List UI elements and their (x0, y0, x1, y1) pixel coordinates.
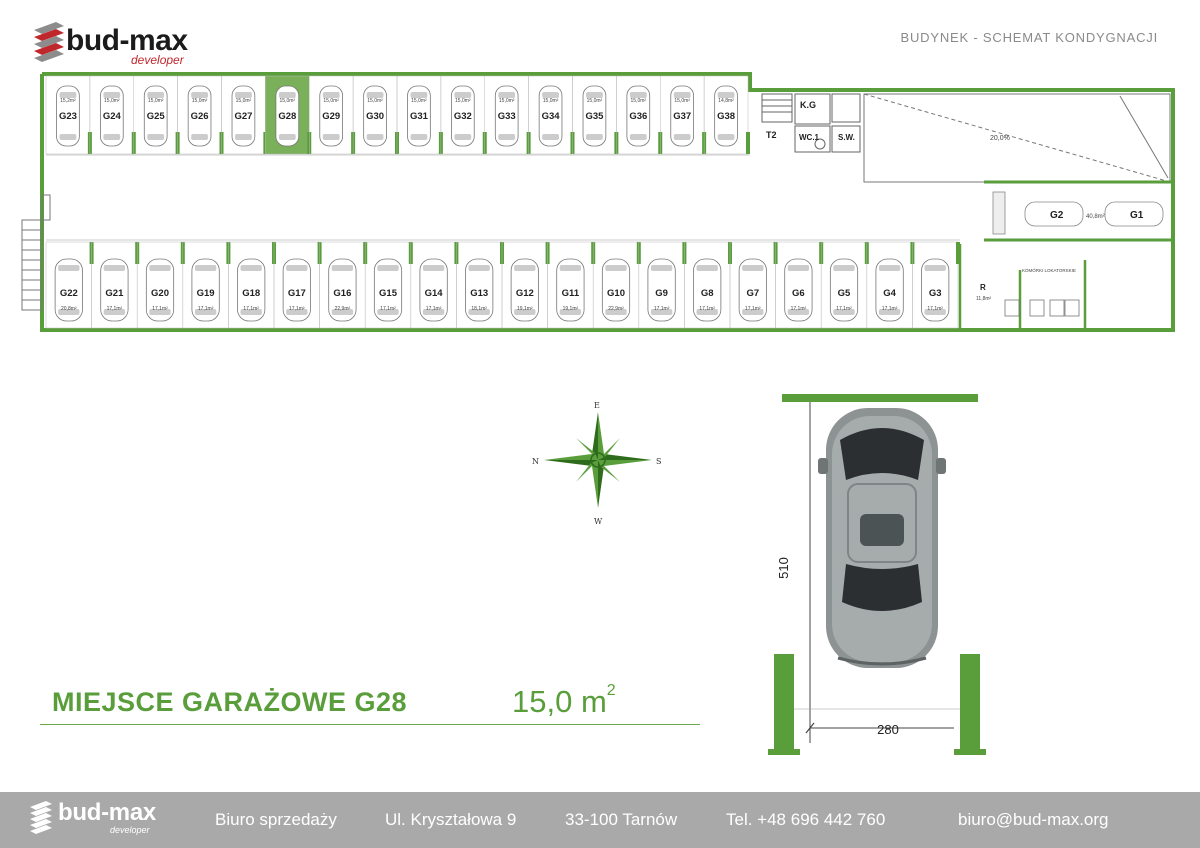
space-id-label: G29 (322, 111, 341, 122)
footer-street: Ul. Kryształowa 9 (385, 810, 517, 829)
brand-subtitle: developer (131, 53, 184, 67)
space-area-label: 15,0m² (542, 98, 559, 104)
room-t2-label: T2 (766, 130, 777, 140)
space-id-label: G30 (366, 111, 385, 122)
space-id-label: G24 (102, 111, 121, 122)
compass-s: S (656, 457, 662, 466)
space-area-label: 19,1m² (562, 306, 579, 312)
space-id-label: G38 (717, 111, 736, 122)
space-id-label: G12 (515, 288, 534, 299)
space-id-label: G7 (746, 288, 760, 299)
space-id-label: G14 (424, 288, 443, 299)
parking-space-g29 (309, 76, 355, 154)
space-area-label: 17,1m² (699, 306, 715, 312)
space-id-label: G13 (470, 288, 489, 299)
space-area-label: 17,1m² (152, 306, 168, 312)
parking-space-g27 (222, 76, 268, 154)
parking-space-g36 (616, 76, 662, 154)
parking-space-g37 (660, 76, 706, 154)
space-id-label: G18 (242, 288, 261, 299)
space-id-label: G21 (105, 288, 124, 299)
space-id-label: G27 (234, 111, 253, 122)
parking-space-g22 (46, 242, 94, 328)
space-area-label: 15,0m² (674, 98, 690, 104)
space-id-label: G26 (190, 111, 209, 122)
spot-area (512, 684, 616, 720)
space-id-label: G6 (792, 288, 805, 299)
footer-city: 33-100 Tarnów (565, 810, 678, 829)
parking-space-g35 (573, 76, 619, 154)
space-id-label: G36 (629, 111, 648, 122)
spot-area-value: 15,0 m (512, 684, 607, 719)
footer-phone[interactable]: Tel. +48 696 442 760 (726, 810, 886, 829)
parking-space-g13 (456, 242, 504, 328)
footer-office: Biuro sprzedaży (215, 810, 337, 829)
space-id-label: G33 (497, 111, 516, 122)
parking-space-g31 (397, 76, 443, 154)
space-id-label: G35 (585, 111, 604, 122)
space-area-label: 15,0m² (191, 98, 208, 104)
space-area-label: 22,9m² (608, 306, 624, 312)
space-g2-label: G2 (1050, 210, 1064, 221)
space-id-label: G11 (561, 288, 580, 299)
parking-space-g15 (365, 242, 413, 328)
parking-space-g18 (228, 242, 276, 328)
space-id-label: G4 (883, 288, 896, 299)
storage-units (1005, 300, 1079, 316)
space-id-label: G15 (379, 288, 397, 299)
bay-back-wall (782, 394, 978, 402)
parking-space-g11 (548, 242, 596, 328)
space-area-label: 15,0m² (630, 98, 647, 104)
room-r-area: 11,8m² (976, 296, 992, 302)
parking-space-g16 (320, 242, 368, 328)
space-area-label: 17,1m² (380, 306, 396, 312)
page-heading: BUDYNEK - SCHEMAT KONDYGNACJI (900, 30, 1158, 45)
footer-brand-name: bud-max (58, 799, 156, 826)
room-sw-label: S.W. (838, 133, 855, 142)
parking-space-g3 (912, 242, 960, 328)
double-bay-area: 40,8m² (1086, 214, 1105, 220)
parking-space-g7 (730, 242, 778, 328)
space-area-label: 15,0m² (235, 98, 252, 104)
bay-length-label: 510 (776, 557, 791, 579)
parking-space-g8 (684, 242, 732, 328)
space-area-label: 17,1m² (106, 306, 123, 312)
space-area-label: 17,1m² (790, 306, 807, 312)
space-area-label: 22,9m² (334, 306, 351, 312)
parking-space-g17 (274, 242, 322, 328)
space-area-label: 15,0m² (498, 98, 515, 104)
space-id-label: G34 (541, 111, 560, 122)
parking-space-g24 (90, 76, 136, 154)
space-area-label: 14,8m² (718, 98, 734, 104)
space-area-label: 15,0m² (147, 98, 164, 104)
space-id-label: G22 (59, 288, 78, 299)
divider-post (746, 132, 750, 154)
room-kg-label: K.G (800, 100, 817, 110)
bottom-row-spaces (46, 242, 960, 328)
space-id-label: G5 (837, 288, 851, 299)
parking-space-g30 (353, 76, 399, 154)
bay-detail (768, 388, 988, 760)
parking-space-g28 (265, 76, 311, 154)
space-id-label: G25 (146, 111, 165, 122)
space-area-label: 19,1m² (517, 306, 533, 312)
space-area-label: 20,8m² (61, 306, 77, 312)
space-id-label: G37 (673, 111, 692, 122)
space-id-label: G23 (58, 111, 77, 122)
space-id-label: G3 (928, 288, 942, 299)
space-id-label: G28 (278, 111, 297, 122)
floor-plan (10, 60, 1190, 350)
parking-space-g10 (593, 242, 641, 328)
parking-space-g20 (137, 242, 185, 328)
compass-rose-icon (528, 398, 668, 528)
compass-e: E (594, 401, 600, 410)
space-area-label: 17,1m² (836, 306, 852, 312)
parking-space-g25 (134, 76, 180, 154)
parking-space-g33 (485, 76, 531, 154)
room-wc-label: WC.1 (799, 133, 819, 142)
space-area-label: 15,0m² (279, 98, 296, 104)
ramp (864, 94, 1170, 182)
parking-space-g14 (411, 242, 459, 328)
space-id-label: G31 (409, 111, 428, 122)
space-area-label: 15,0m² (455, 98, 471, 104)
parking-space-g9 (639, 242, 687, 328)
parking-space-g19 (183, 242, 231, 328)
space-id-label: G17 (287, 288, 306, 299)
ramp-slope: 20,0% (990, 135, 1010, 142)
staircase-t2 (762, 94, 792, 122)
space-area-label: 15,0m² (411, 98, 427, 104)
footer-brand-subtitle: developer (110, 825, 150, 835)
parking-space-g12 (502, 242, 550, 328)
space-area-label: 15,0m² (367, 98, 383, 104)
parking-space-g26 (178, 76, 224, 154)
space-area-label: 17,1m² (289, 306, 305, 312)
spot-title: MIEJSCE GARAŻOWE G28 (52, 687, 408, 717)
footer-email[interactable]: biuro@bud-max.org (958, 810, 1109, 829)
space-id-label: G10 (607, 288, 625, 299)
bay-right-wall (960, 654, 980, 754)
storage-label: KOMÓRKI LOKATORSKIE (1022, 268, 1076, 273)
parking-space-g34 (529, 76, 575, 154)
space-area-label: 15,0m² (586, 98, 603, 104)
space-area-label: 17,1m² (881, 306, 898, 312)
space-id-label: G16 (333, 288, 352, 299)
space-area-label: 17,1m² (197, 306, 214, 312)
top-row-spaces (46, 76, 750, 154)
space-id-label: G20 (151, 288, 169, 299)
parking-space-g21 (92, 242, 140, 328)
space-area-label: 17,1m² (927, 306, 943, 312)
space-id-label: G8 (700, 288, 714, 299)
bay-left-wall (774, 654, 794, 754)
room-r-label: R (980, 283, 986, 292)
compass-w: W (594, 517, 603, 526)
parking-space-g32 (441, 76, 487, 154)
space-area-label: 17,1m² (653, 306, 670, 312)
parking-space-g5 (821, 242, 869, 328)
parking-space-g23 (46, 76, 92, 154)
brand-name: bud-max (66, 24, 188, 57)
space-g1-label: G1 (1130, 210, 1144, 221)
space-id-label: G9 (655, 288, 668, 299)
space-area-label: 15,0m² (323, 98, 339, 104)
bay-width-label: 280 (877, 722, 899, 737)
parking-space-g38 (704, 76, 750, 154)
room-small (832, 94, 860, 122)
spot-area-unit: 2 (606, 682, 616, 699)
car-top-view-icon (818, 408, 946, 668)
space-area-label: 15,2m² (60, 98, 76, 104)
parking-space-g4 (867, 242, 915, 328)
space-id-label: G32 (453, 111, 472, 122)
parking-space-g6 (776, 242, 824, 328)
space-area-label: 17,1m² (425, 306, 442, 312)
space-area-label: 17,1m² (745, 306, 761, 312)
title-divider (40, 724, 700, 725)
space-id-label: G19 (196, 288, 215, 299)
space-area-label: 15,0m² (104, 98, 120, 104)
compass-n: N (532, 457, 539, 466)
space-area-label: 18,1m² (471, 306, 487, 312)
space-area-label: 17,1m² (243, 306, 259, 312)
